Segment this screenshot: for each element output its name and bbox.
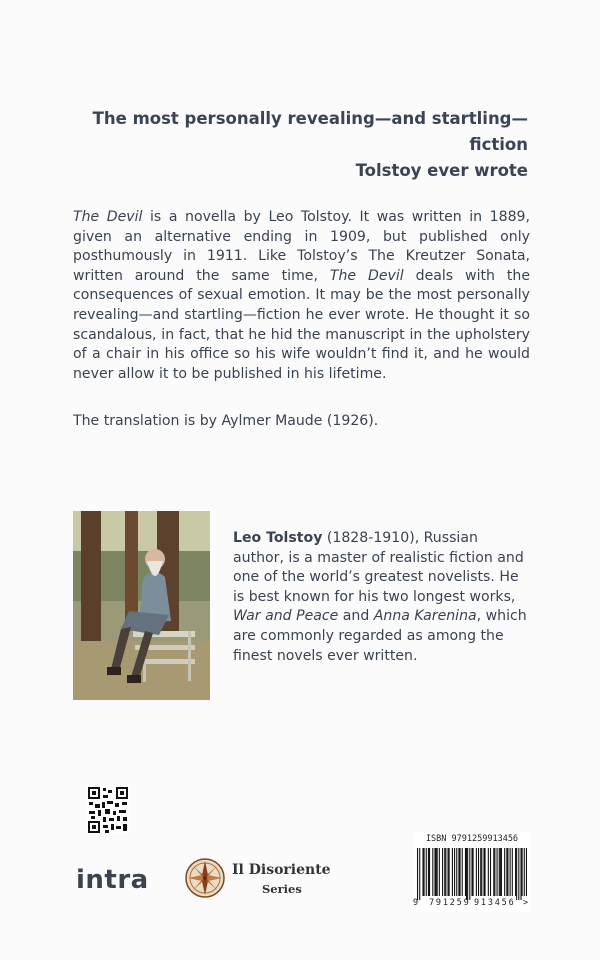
barcode-bar xyxy=(469,848,470,900)
barcode-bar xyxy=(448,848,449,896)
description-part-1: is a novella by Leo Tolstoy. It was written in 1889, given an alternative ending in 1909, but published only posthumously in 1911. Like Tolstoy’s The Kreutzer Sonata, written around the same time, xyxy=(73,209,530,284)
bio-text-2: and xyxy=(338,608,374,625)
barcode-bar xyxy=(458,848,459,896)
isbn-barcode xyxy=(413,832,531,912)
barcode-bar xyxy=(504,848,505,896)
isbn-end-marker: > xyxy=(523,898,529,908)
description-part-2: deals with the consequences of sexual emotion. It may be the most personally revealing—and startling—fiction he ever wrote. He thought it so scandalous, in fact, that he hid the manuscript in the upholstery of a chair in his office so his wife wouldn’t find it, and he would never allow it to be published in his lifetime. xyxy=(73,267,530,382)
barcode-bar xyxy=(512,848,513,896)
barcode-bar xyxy=(424,848,425,896)
barcode-bar xyxy=(442,848,443,896)
barcode-bar xyxy=(501,848,502,896)
barcode-bar xyxy=(510,848,511,896)
barcode-bar xyxy=(485,848,486,896)
barcode-bar xyxy=(516,848,517,900)
work-title-2: Anna Karenina xyxy=(373,608,477,625)
barcode-bar xyxy=(500,848,501,896)
barcode-bar xyxy=(462,848,463,896)
series-label: Series xyxy=(262,882,302,896)
series-name: Il Disoriente xyxy=(232,862,331,878)
barcode-bar xyxy=(497,848,498,896)
qr-code xyxy=(87,786,129,834)
author-photo xyxy=(73,511,210,700)
barcode-bar xyxy=(506,848,507,896)
barcode-bar xyxy=(439,848,440,896)
barcode-bar xyxy=(428,848,429,896)
barcode-bar xyxy=(488,848,489,896)
barcode-bar xyxy=(481,848,482,896)
tagline-line-1: The most personally revealing—and startling—fiction xyxy=(92,109,528,154)
barcode-bar xyxy=(437,848,438,896)
translation-note: The translation is by Aylmer Maude (1926). xyxy=(73,413,379,429)
barcode-bar xyxy=(476,848,477,896)
tagline xyxy=(58,106,528,184)
barcode-bar xyxy=(434,848,435,896)
barcode-bar xyxy=(444,848,445,896)
work-title-1: War and Peace xyxy=(233,608,339,625)
barcode-bar xyxy=(471,848,472,896)
barcode-bar xyxy=(449,848,450,896)
barcode-bar xyxy=(520,848,521,900)
bio-text-3: , which are commonly regarded as among the finest novels ever written. xyxy=(233,608,527,664)
bio-text-1: (1828-1910), Russian author, is a master of realistic fiction and one of the world’s greatest novelists. He is best known for his two longest works, xyxy=(233,530,524,605)
isbn-first-digit: 9 xyxy=(413,898,419,908)
barcode-bar xyxy=(436,848,437,896)
barcode-bar xyxy=(480,848,481,896)
author-name: Leo Tolstoy xyxy=(233,530,323,546)
barcode-bar xyxy=(429,848,430,896)
barcode-bar xyxy=(473,848,474,896)
barcode-bar xyxy=(454,848,455,896)
isbn-group-1: 791259 xyxy=(429,898,471,908)
book-title-italic-2: The Devil xyxy=(329,267,404,284)
compass-icon xyxy=(185,858,225,898)
barcode-bar xyxy=(493,848,494,896)
barcode-bars xyxy=(417,848,527,900)
barcode-bar xyxy=(452,848,453,896)
barcode-bar xyxy=(445,848,446,896)
barcode-bar xyxy=(467,848,468,900)
barcode-bar xyxy=(494,848,495,896)
barcode-bar xyxy=(426,848,427,896)
book-description xyxy=(73,208,530,384)
barcode-bar xyxy=(518,848,519,900)
barcode-bar xyxy=(522,848,523,896)
barcode-bar xyxy=(507,848,508,896)
barcode-bar xyxy=(465,848,466,896)
book-title-italic: The Devil xyxy=(73,209,143,225)
publisher-logo: intra xyxy=(76,865,149,895)
tagline-line-2: Tolstoy ever wrote xyxy=(355,161,528,180)
barcode-bar xyxy=(499,848,500,896)
barcode-bar xyxy=(478,848,479,896)
barcode-bar xyxy=(422,848,423,896)
barcode-bar xyxy=(466,848,467,900)
barcode-bar xyxy=(419,848,420,900)
barcode-bar xyxy=(432,848,433,896)
barcode-bar xyxy=(490,848,491,896)
isbn-group-2: 913456 xyxy=(474,898,516,908)
barcode-bar xyxy=(417,848,418,900)
isbn-label: ISBN 9791259913456 xyxy=(425,834,519,844)
barcode-bar xyxy=(483,848,484,896)
barcode-bar xyxy=(526,848,527,896)
barcode-bar xyxy=(515,848,516,896)
barcode-bar xyxy=(524,848,525,896)
barcode-bar xyxy=(456,848,457,896)
author-bio xyxy=(233,529,531,666)
barcode-bar xyxy=(459,848,460,896)
